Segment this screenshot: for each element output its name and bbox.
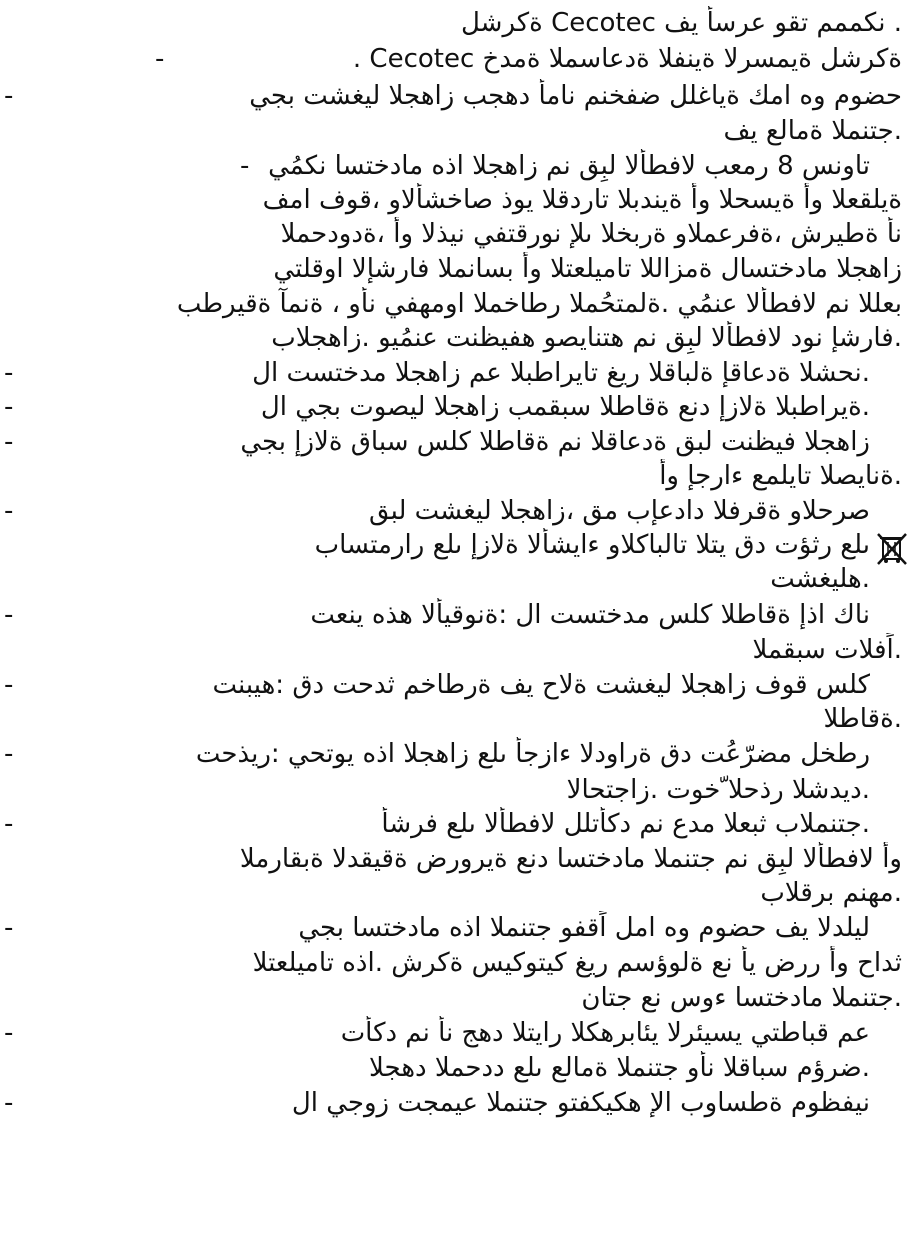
text-line — [0, 946, 910, 980]
line-text: كلس قوف زاهجلا ليغشت ةلاح يف ةرطاخم ثدحت دق :هيبنت — [212, 670, 870, 700]
line-text: .نحشلا ةدعاقإ ةلباقلا ريغ تايراطبلا عم زاهجلا مدختست ال — [252, 358, 870, 388]
bullet-dash: - — [4, 739, 14, 769]
text-line — [0, 183, 910, 217]
line-text: نيفظوم ةطساوب الإ هكيكفتو جتنملا عيمجت زوجي ال — [291, 1088, 870, 1118]
bullet-dash: - — [4, 1018, 14, 1048]
text-line — [0, 42, 910, 76]
line-text: بعللا نم لافطألا عنمُي .ةلمتحُملا رطاخملا اومهفي نأو ، ةنمآ ةقيرطب — [176, 289, 902, 319]
text-line — [0, 807, 910, 841]
line-text: . نكممم تقو عرسأ يف Cecotec ةكرشل — [460, 8, 902, 38]
bullet-dash: - — [4, 809, 14, 839]
bullet-dash: - — [4, 913, 14, 943]
line-text: .اًفلات سبقملا — [752, 635, 902, 665]
line-text: .ضرؤم سباقلا نأو جتنملا ةمالع ىلع ددحملا دهجلا — [369, 1053, 870, 1083]
line-text: .مهنم برقلاب — [760, 878, 902, 908]
text-line — [0, 773, 910, 807]
line-text: صرحلاو ةقرفلا دادعإب مق ،زاهجلا ليغشت لبق — [368, 496, 870, 526]
line-text: زاهجلا فيظنت لبق ةدعاقلا نم ةقاطلا كلس سباق ةلازإ بجي — [240, 427, 870, 457]
text-line — [0, 79, 910, 113]
line-text: ثداح وأ ررض يأ نع ةلوؤسم ريغ كيتوكيس ةكرش .اذه تاميلعتلا — [252, 948, 902, 978]
bullet-dash: - — [4, 670, 14, 700]
text-line — [0, 668, 910, 702]
text-line — [0, 528, 910, 562]
text-line — [0, 321, 910, 355]
line-text: ةيلقعلا وأ ةيسحلا وأ ةيندبلا تاردقلا يوذ صاخشألاو ،قوف امف — [262, 185, 902, 215]
bullet-dash: - — [4, 358, 14, 388]
line-text: رطخل مضرّعُت دق ةراودلا ءازجأ ىلع زاهجلا اذه يوتحي :ريذحت — [195, 739, 870, 769]
line-text: .هليغشت — [770, 564, 870, 594]
crossed-wheelie-bin-icon — [874, 530, 910, 566]
line-text: .جتنملا ةمالع يف — [723, 116, 902, 146]
text-line — [0, 114, 910, 148]
text-line — [0, 598, 910, 632]
text-line — [0, 425, 910, 459]
bullet-dash: - — [155, 44, 165, 74]
text-line — [0, 6, 910, 40]
bullet-dash: - — [4, 427, 14, 457]
line-text: زاهجلا مادختسال ةمزاللا تاميلعتلا وأ بسانملا فارشإلا اوقلتي — [273, 254, 902, 284]
text-line — [0, 633, 910, 667]
line-text: .فارشإ نود لافطألا لبِق نم هتنايصو هفيظنت عنمُيو .زاهجلاب — [271, 323, 902, 353]
text-line — [0, 1086, 910, 1120]
text-line — [0, 149, 910, 183]
text-line — [0, 459, 910, 493]
bullet-dash: - — [4, 81, 14, 111]
line-text: .ةنايصلا تايلمع ءارجإ وأ — [659, 461, 902, 491]
line-text: تاونس 8 رمعب لافطألا لبِق نم زاهجلا اذه مادختسا نكمُي — [268, 151, 870, 181]
text-line — [0, 252, 910, 286]
line-text: .جتنملاب ثبعلا مدع نم دكأتلل لافطألا ىلع فرشأ — [381, 809, 870, 839]
text-line — [0, 494, 910, 528]
bullet-dash: - — [4, 392, 14, 422]
line-text: ىلع رثؤت دق يتلا تالباكلاو ءايشألا ةلازإ ىلع رارمتساب — [314, 530, 870, 560]
line-text: ليلدلا يف حضوم وه امل اًقفو جتنملا اذه مادختسا بجي — [298, 913, 870, 943]
text-line — [0, 876, 910, 910]
text-line — [0, 737, 910, 771]
line-text: حضوم وه امك ةياغلل ضفخنم نامأ دهجب زاهجلا ليغشت بجي — [249, 81, 902, 111]
text-line — [0, 562, 910, 596]
line-text: ناك اذإ ةقاطلا كلس مدختست ال :ةنوقيألا هذه ينعت — [310, 600, 870, 630]
text-line — [0, 390, 910, 424]
line-text: وأ لافطألا لبِق نم جتنملا مادختسا دنع ةيرورض ةقيقدلا ةبقارملا — [239, 844, 902, 874]
bullet-dash: - — [4, 1088, 14, 1118]
line-text: .ةيراطبلا ةلازإ دنع ةقاطلا سبقمب زاهجلا ليصوت بجي ال — [260, 392, 870, 422]
line-text: عم قباطتي يسيئرلا يئابرهكلا رايتلا دهج نأ نم دكأت — [340, 1018, 870, 1048]
bullet-dash: - — [4, 600, 14, 630]
text-line — [0, 702, 910, 736]
bullet-dash: - — [4, 496, 14, 526]
line-text: .ةقاطلا — [823, 704, 902, 734]
bullet-dash: - — [240, 151, 250, 181]
text-line — [0, 287, 910, 321]
text-line — [0, 981, 910, 1015]
text-line — [0, 1016, 910, 1050]
text-line — [0, 217, 910, 251]
text-line — [0, 356, 910, 390]
text-line — [0, 1051, 910, 1085]
line-text: . Cecotec ةكرشل ةيمسرلا ةينفلا ةدعاسملا ةمدخ — [352, 44, 902, 74]
line-text: نأ ةطيرش ،ةفرعملاو ةربخلا ىلإ نورقتفي نيذلا وأ ،ةدودحملا — [280, 219, 902, 249]
line-text: .ديدشلا رذحلا ّخوت .زاجتحالا — [566, 775, 870, 805]
text-line — [0, 842, 910, 876]
line-text: .جتنملا مادختسا ءوس نع جتان — [581, 983, 902, 1013]
text-line — [0, 911, 910, 945]
